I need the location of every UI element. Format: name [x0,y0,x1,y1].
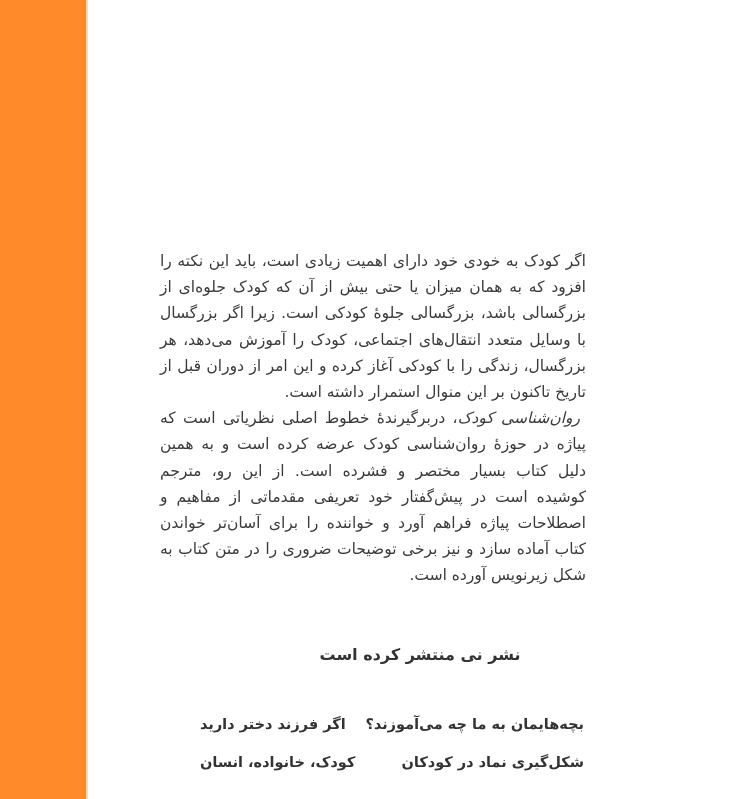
orange-spine-bar [0,0,88,799]
related-book-title: شکل‌گیری نماد در کودکان [401,755,584,771]
related-books-row-1 [200,706,584,744]
related-books-list [200,706,584,782]
related-book-title: اگر فرزند دختر دارید [200,717,346,733]
related-book-title: بچه‌هایمان به ما چه می‌آموزند؟ [365,717,584,733]
publisher-heading: نشر نی منتشر کرده است [319,645,521,664]
blurb-paragraph-2 [160,405,586,588]
book-title-italic: روان‌شناسی کودک [457,409,580,428]
back-cover-blurb [160,248,586,589]
blurb-paragraph-1: اگر کودک به خودی خود دارای اهمیت زیادی است، باید این نکته را افزود که به همان میزان یا حتی بیش از آن که کودک جلوه‌ای از بزرگسالی باشد، بزرگسالی جلوهٔ کودکی است. زیرا اگر بزرگسال با وسایل متعدد انتقال‌های اجتماعی، کودک را آموزش می‌دهد، هر بزرگسال، زندگی را با کودکی آغاز کرده و این امر از دوران قبل از تاریخ تاکنون بر این منوال استمرار داشته است. [160,252,586,402]
related-book-title: کودک، خانواده، انسان [200,755,356,771]
related-books-row-2 [200,744,584,782]
blurb-paragraph-2-text: ، دربرگیرندهٔ خطوط اصلی نظریاتی است که پیاژه در حوزهٔ روان‌شناسی کودک عرضه کرده است و به همین دلیل کتاب بسیار مختصر و فشرده است. از این رو، مترجم کوشیده است در پیش‌گفتار خود تعریفی مقدماتی از مفاهیم و اصطلاحات پیاژه فراهم آورد و خواننده را برای آسان‌تر خواندن کتاب آماده سازد و نیز برخی توضیحات ضروری را در متن کتاب به شکل زیرنویس آورده است. [160,409,586,585]
